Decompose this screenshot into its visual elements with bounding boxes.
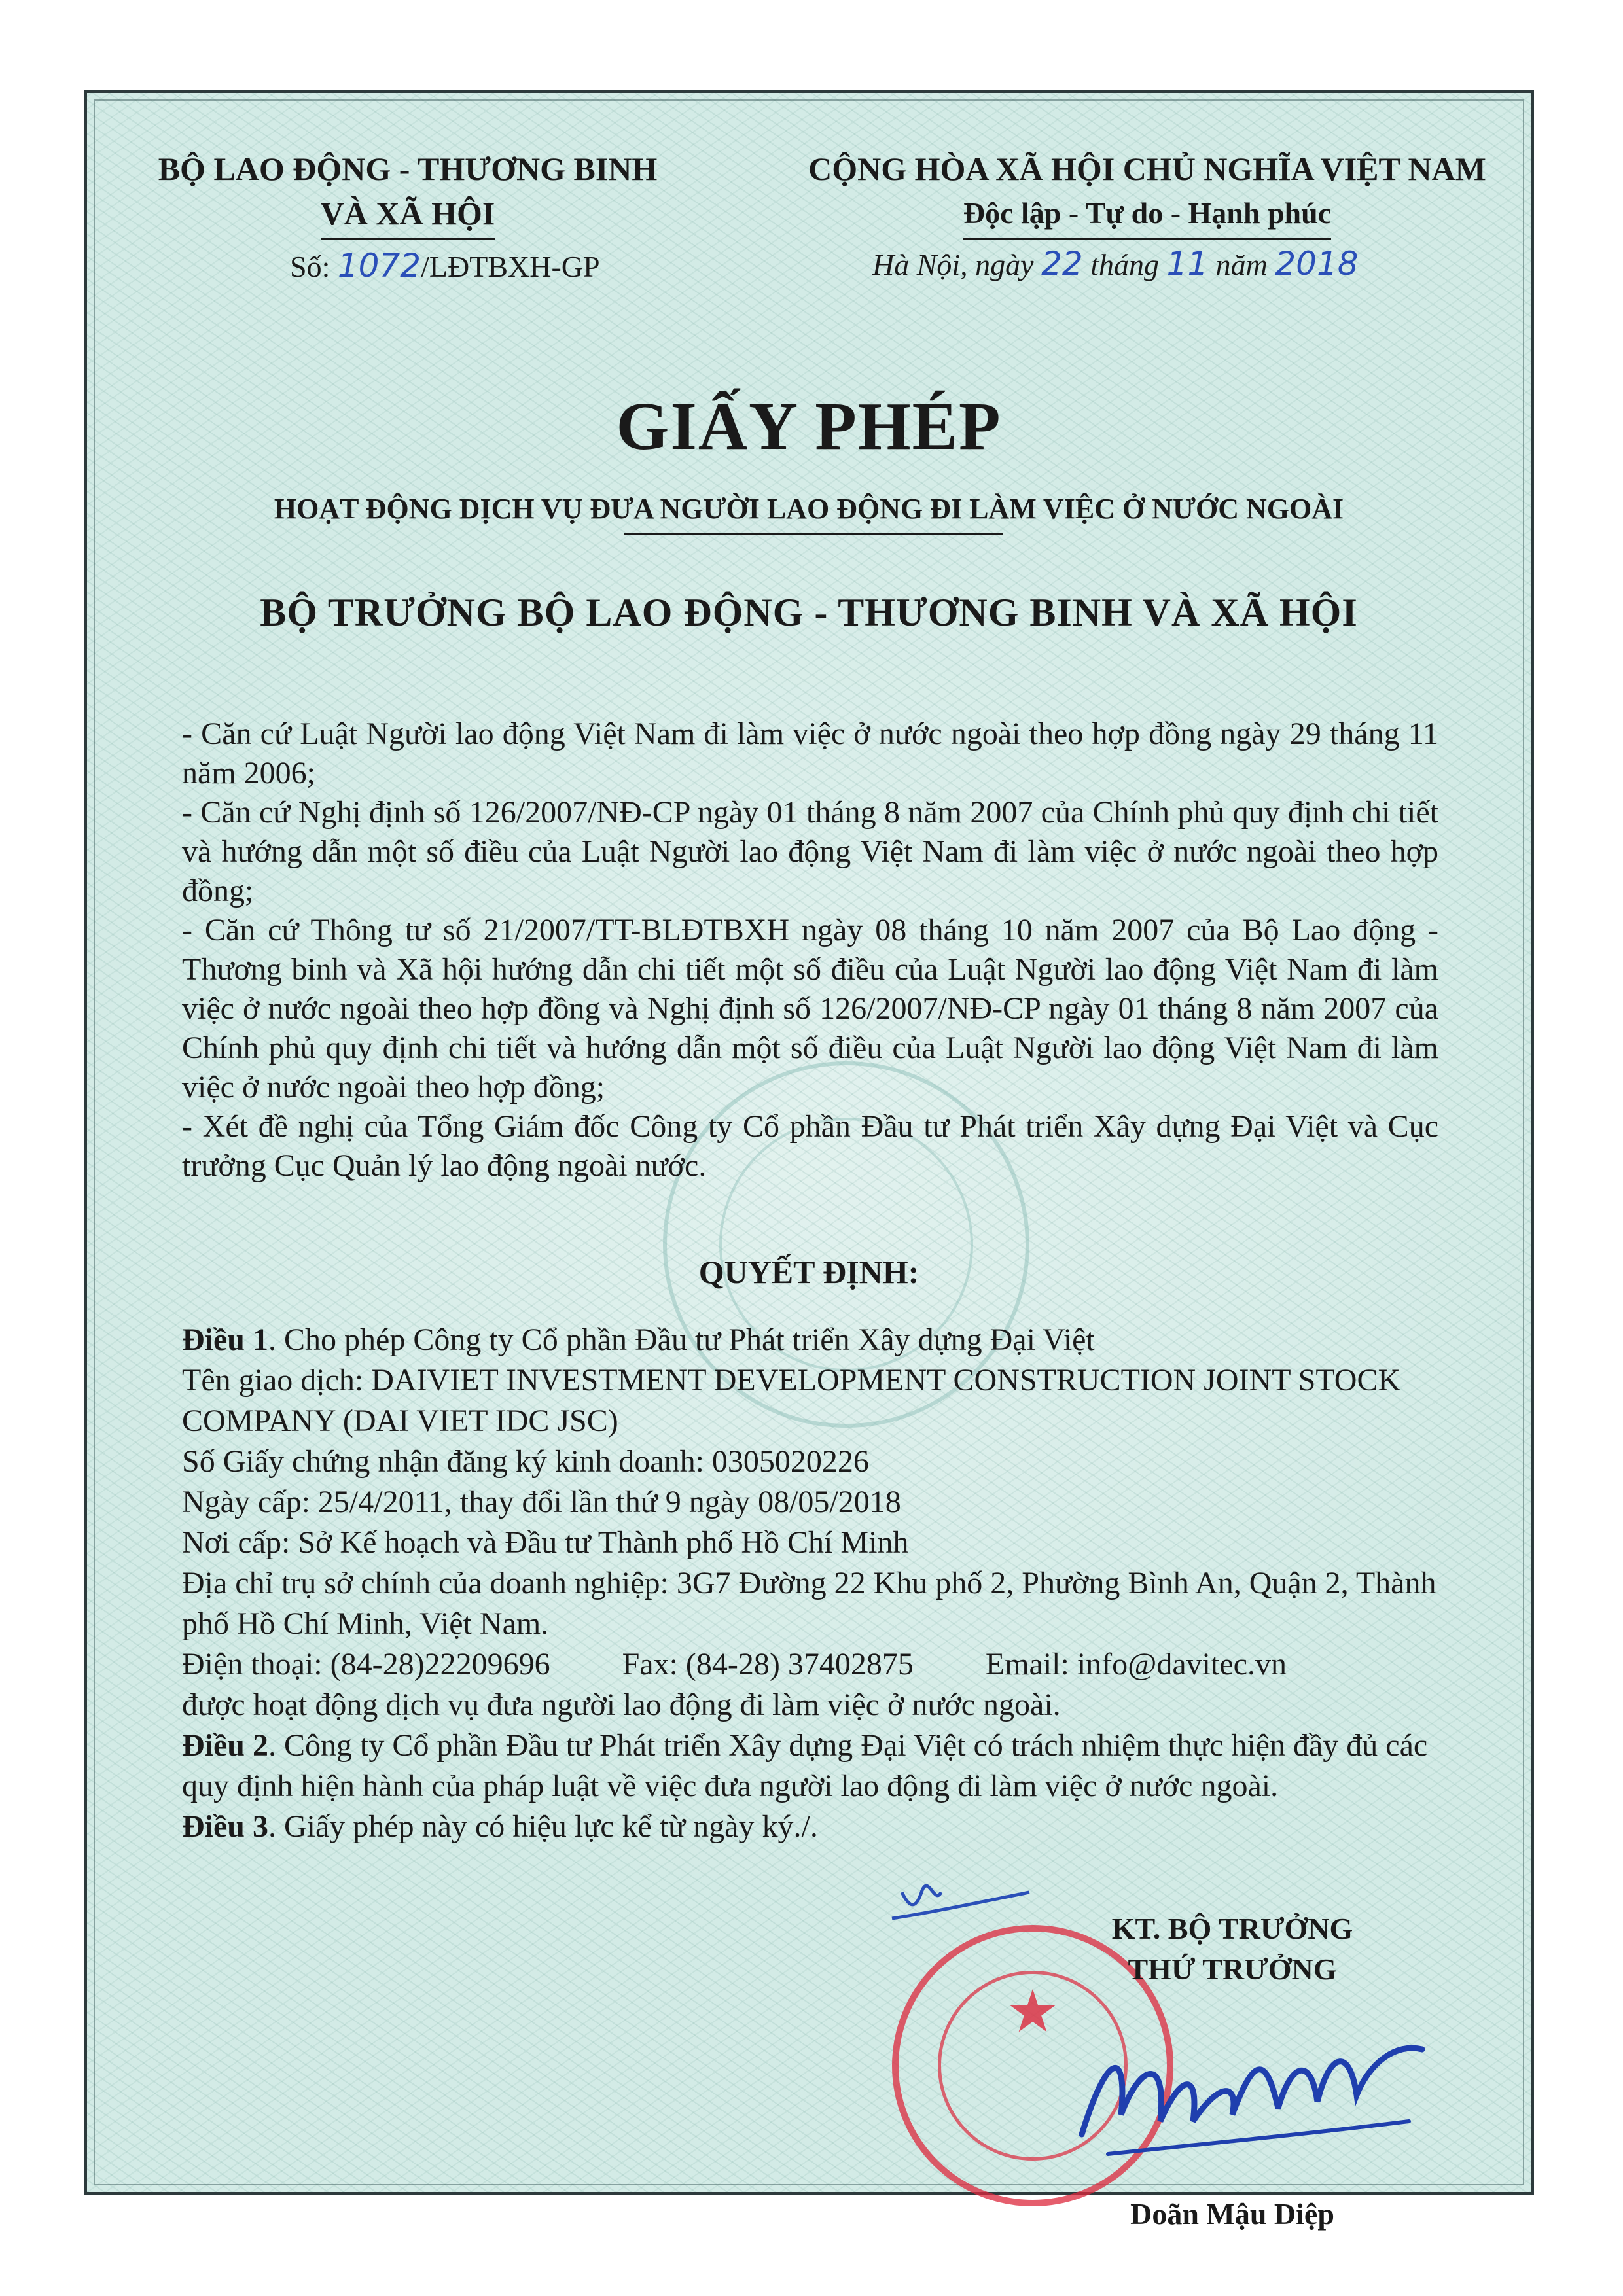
articles	[182, 1320, 1452, 1847]
permit-scope: được hoạt động dịch vụ đưa người lao động đi làm việc ở nước ngoài.	[182, 1687, 1061, 1722]
number-prefix: Số:	[290, 250, 330, 283]
article-1	[182, 1320, 1452, 1360]
document-title: GIẤY PHÉP	[616, 389, 1002, 464]
ministry-line1: BỘ LAO ĐỘNG - THƯƠNG BINH	[158, 150, 658, 187]
article-2	[182, 1725, 1452, 1807]
ministry-line2: VÀ XÃ HỘI	[321, 191, 495, 240]
subtitle-underline	[624, 533, 1003, 535]
trade-name: Tên giao dịch: DAIVIET INVESTMENT DEVELOPMENT CONSTRUCTION JOINT STOCK COMPANY (DAI VIET IDC JSC)	[182, 1363, 1401, 1438]
registration-place: Nơi cấp: Sở Kế hoạch và Đầu tư Thành phố Hồ Chí Minh	[182, 1525, 909, 1560]
head-office-address: Địa chỉ trụ sở chính của doanh nghiệp: 3G7 Đường 22 Khu phố 2, Phường Bình An, Quận 2, Thành phố Hồ Chí Minh, Việt Nam.	[182, 1566, 1436, 1641]
document-number	[290, 247, 600, 285]
date-month-label: tháng	[1090, 248, 1160, 281]
country-name: CỘNG HÒA XÃ HỘI CHỦ NGHĨA VIỆT NAM	[808, 150, 1486, 187]
signature-title: KT. BỘ TRƯỞNG	[1111, 1912, 1353, 1945]
country-header	[781, 147, 1514, 240]
article-1-text: . Cho phép Công ty Cổ phần Đầu tư Phát triển Xây dựng Đại Việt	[268, 1322, 1095, 1357]
preamble-item: - Căn cứ Thông tư số 21/2007/TT-BLĐTBXH ngày 08 tháng 10 năm 2007 của Bộ Lao động - Thương binh và Xã hội hướng dẫn chi tiết một số điều của Luật Người lao động Việt Nam đi làm việc ở nước ngoài theo hợp đồng và Nghị định số 126/2007/NĐ-CP ngày 01 tháng 8 năm 2007 của Chính phủ quy định chi tiết và hướng dẫn một số điều của Luật Người lao động Việt Nam đi làm việc ở nước ngoài theo hợp đồng;	[182, 913, 1438, 1104]
date-day: 22	[1041, 245, 1083, 283]
date-year: 2018	[1275, 245, 1359, 283]
article-2-text: . Công ty Cổ phần Đầu tư Phát triển Xây dựng Đại Việt có trách nhiệm thực hiện đầy đủ các quy định hiện hành của pháp luật về việc đưa người lao động đi làm việc ở nước ngoài.	[182, 1728, 1428, 1803]
decision-heading: QUYẾT ĐỊNH:	[698, 1254, 919, 1290]
document-subtitle: HOẠT ĐỘNG DỊCH VỤ ĐƯA NGƯỜI LAO ĐỘNG ĐI LÀM VIỆC Ở NƯỚC NGOÀI	[274, 493, 1344, 525]
motto: Độc lập - Tự do - Hạnh phúc	[963, 191, 1331, 240]
fax: Fax: (84-28) 37402875	[622, 1647, 914, 1682]
registration-date: Ngày cấp: 25/4/2011, thay đổi lần thứ 9 ngày 08/05/2018	[182, 1485, 901, 1519]
article-3-text: . Giấy phép này có hiệu lực kể từ ngày ký./.	[268, 1809, 818, 1844]
ministry-header	[146, 147, 669, 240]
preamble-item: - Căn cứ Luật Người lao động Việt Nam đi làm việc ở nước ngoài theo hợp đồng ngày 29 tháng 11 năm 2006;	[182, 716, 1438, 790]
issuer-heading: BỘ TRƯỞNG BỘ LAO ĐỘNG - THƯƠNG BINH VÀ XÃ HỘI	[260, 591, 1358, 634]
date-place: Hà Nội, ngày	[872, 248, 1034, 281]
business-registration: Số Giấy chứng nhận đăng ký kinh doanh: 0305020226	[182, 1444, 869, 1479]
preamble-item: - Căn cứ Nghị định số 126/2007/NĐ-CP ngày 01 tháng 8 năm 2007 của Chính phủ quy định chi tiết và hướng dẫn một số điều của Luật Người lao động Việt Nam đi làm việc ở nước ngoài theo hợp đồng;	[182, 795, 1438, 908]
signature-position: THỨ TRƯỞNG	[1128, 1952, 1337, 1986]
date-year-label: năm	[1215, 248, 1268, 281]
phone: Điện thoại: (84-28)22209696	[182, 1647, 550, 1682]
certificate-page	[84, 90, 1534, 2231]
issue-date	[872, 245, 1359, 283]
article-3	[182, 1807, 1452, 1847]
number-handwritten: 1072	[337, 247, 421, 285]
article-3-label: Điều 3	[182, 1809, 268, 1844]
signer-name: Doãn Mậu Diệp	[1130, 2197, 1334, 2231]
article-1-label: Điều 1	[182, 1322, 268, 1357]
email: Email: info@davitec.vn	[985, 1647, 1287, 1682]
preamble	[182, 715, 1438, 1186]
signature-block	[938, 1909, 1527, 1990]
seal-star-icon: ★	[1006, 1980, 1060, 2045]
article-2-label: Điều 2	[182, 1728, 268, 1763]
preamble-item: - Xét đề nghị của Tổng Giám đốc Công ty Cổ phần Đầu tư Phát triển Xây dựng Đại Việt và Cục trưởng Cục Quản lý lao động ngoài nước.	[182, 1109, 1438, 1183]
contact-line	[182, 1644, 1452, 1685]
date-month: 11	[1166, 245, 1209, 283]
handwritten-signature-icon	[1069, 2023, 1435, 2167]
number-suffix: /LĐTBXH-GP	[421, 250, 600, 283]
